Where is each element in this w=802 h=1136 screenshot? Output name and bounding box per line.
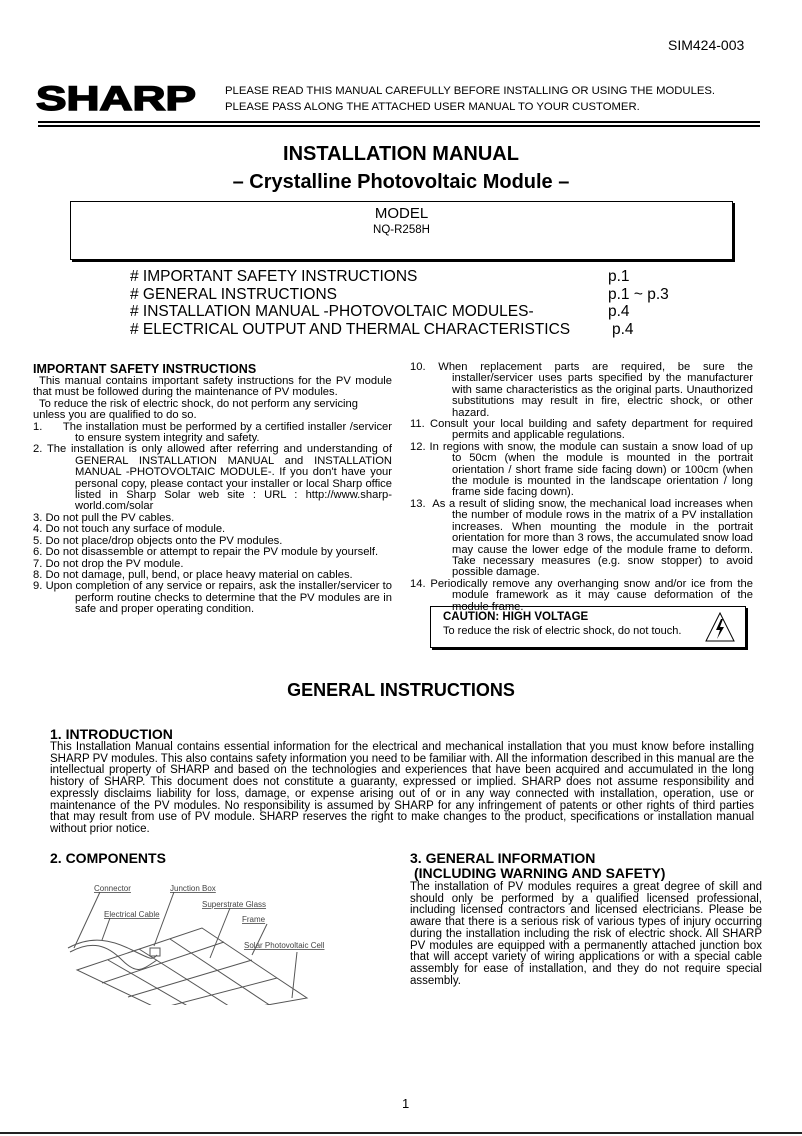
safety-heading: IMPORTANT SAFETY INSTRUCTIONS (33, 362, 257, 376)
header-divider (38, 121, 760, 127)
safety-right-column (410, 362, 753, 613)
document-id: SIM424-003 (668, 37, 745, 53)
safety-left-column (33, 363, 392, 616)
general-information-text: The installation of PV modules requires a great degree of skill and should only be performed by a qualified licensed professional, including licensed contractors and licensed electricians. Please be aware that there is a serious risk of various types of injury occurring during the installation including the risk of electric shock. All SHARP PV modules are equipped with a permanently attached junction box that will accept variety of wiring applications or with a special cable assembly for ease of installation, and they do not require special assembly. (410, 881, 762, 987)
safety-item: 8. Do not damage, pull, bend, or place heavy material on cables. (33, 568, 353, 581)
component-label: Electrical Cable (104, 910, 160, 919)
introduction-text: This Installation Manual contains essential information for the electrical and mechanical installation that you must know before installing SHARP PV modules. This also contains safety information you need to be familiar with. All the information described in this manual are the intellectual property of SHARP and based on the technologies and experiences that have been acquired and accumulated in the long history of SHARP. This document does not constitute a guaranty, expressed or implied. SHARP does not assume responsibility and expressly disclaims liability for loss, damage, or expense arising out of or in any way connected with installation, operation, use or maintenance of the PV modules. No responsibility is assumed by SHARP for any infringement of patents or other rights of third parties that may result from use of PV module. SHARP reserves the right to make changes to the product, specifications or installation manual without prior notice. (50, 741, 754, 835)
toc-title: # IMPORTANT SAFETY INSTRUCTIONS (130, 268, 418, 285)
component-label: Connector (94, 884, 131, 893)
component-label: Frame (242, 915, 266, 924)
caution-text: To reduce the risk of electric shock, do not touch. (443, 625, 682, 637)
toc-item (130, 321, 650, 339)
safety-item: 12. In regions with snow, the module can sustain a snow load of up to 50cm (when the module is mounted in the portrait orientation / short frame side facing down) or 100cm (when the module is mounted in the landscape orientation / long frame side facing down). (410, 440, 753, 499)
pv-module-diagram (62, 880, 352, 1005)
safety-item: 11. Consult your local building and safety department for required permits and applicable regulations. (410, 418, 753, 442)
page-number: 1 (402, 1096, 410, 1111)
toc-page: p.4 (612, 321, 634, 339)
toc-item (130, 303, 650, 321)
safety-intro: This manual contains important safety instructions for the PV module that must be followed during the maintenance of PV modules. (33, 375, 392, 399)
safety-item: 6. Do not disassemble or attempt to repair the PV module by yourself. (33, 546, 379, 559)
model-label: MODEL (374, 205, 429, 222)
high-voltage-warning-icon (705, 611, 735, 643)
component-label: Solar Photovoltaic Cell (244, 941, 325, 950)
model-box (70, 201, 733, 260)
toc-title: # ELECTRICAL OUTPUT AND THERMAL CHARACTERISTICS (130, 321, 571, 339)
toc-page: p.1 ~ p.3 (608, 285, 669, 303)
safety-item: 13. As a result of sliding snow, the mechanical load increases when the number of module rows in the matrix of a PV installation increases. When mounting the module in the portrait orientation for more than 3 rows, the accumulated snow load may cause the lower edge of the module frame to deform. Take necessary measures (e.g. snow stopper) to avoid possible damage. (410, 497, 753, 579)
model-value: NQ-R258H (373, 224, 430, 236)
safety-item: 4. Do not touch any surface of module. (33, 523, 226, 536)
component-label: Junction Box (170, 884, 216, 893)
caution-box (430, 606, 746, 648)
safety-item: 5. Do not place/drop objects onto the PV modules. (33, 534, 283, 547)
safety-item: 2. The installation is only allowed after referring and understanding of GENERAL INSTALLATION MANUAL and INSTALLATION MANUAL -PHOTOVOLTAIC MODULE-. If you don't have your personal copy, please contact your installer or local Sharp office listed in Sharp Solar web site : URL : http://www.sharp-world.com/solar (33, 443, 392, 513)
safety-item: 7. Do not drop the PV module. (33, 557, 184, 570)
toc-title: # GENERAL INSTRUCTIONS (130, 285, 337, 303)
notice-line: PLEASE PASS ALONG THE ATTACHED USER MANUAL TO YOUR CUSTOMER. (225, 101, 640, 113)
toc-title: # INSTALLATION MANUAL -PHOTOVOLTAIC MODULES- (130, 303, 534, 321)
safety-item: 14. Periodically remove any overhanging snow and/or ice from the module framework as it may cause deformation of the module frame. (410, 577, 753, 613)
component-label: Superstrate Glass (202, 900, 267, 909)
toc-item (130, 285, 669, 304)
page-title: INSTALLATION MANUAL (283, 143, 519, 165)
safety-item: 3. Do not pull the PV cables. (33, 511, 175, 524)
general-instructions-heading: GENERAL INSTRUCTIONS (287, 680, 515, 700)
page-subtitle: – Crystalline Photovoltaic Module – (232, 171, 570, 193)
toc-page: p.4 (608, 303, 630, 321)
safety-item: 1. The installation must be performed by a certified installer /servicer to ensure system integrity and safety. (33, 420, 392, 445)
page-bottom-rule (0, 1132, 802, 1134)
safety-intro: To reduce the risk of electric shock, do not perform any servicing unless you are qualified to do so. (33, 397, 358, 422)
caution-title: CAUTION: HIGH VOLTAGE (443, 611, 589, 623)
introduction-heading: 1. INTRODUCTION (50, 726, 173, 742)
table-of-contents (130, 268, 669, 339)
svg-text:SHARP: SHARP (36, 80, 196, 116)
sharp-logo (34, 80, 199, 116)
safety-item: 10. When replacement parts are required, be sure the installer/servicer uses parts specified by the manufacturer with same characteristics as the original parts. Unauthorized substitutions may result in fire, electric shock, or other hazard. (410, 361, 753, 419)
general-information-heading: 3. GENERAL INFORMATION (410, 850, 596, 866)
general-information-subheading: (INCLUDING WARNING AND SAFETY) (414, 865, 666, 881)
notice-line: PLEASE READ THIS MANUAL CAREFULLY BEFORE INSTALLING OR USING THE MODULES. (225, 85, 716, 97)
notice (225, 83, 715, 115)
toc-page: p.1 (608, 268, 630, 285)
safety-item: 9. Upon completion of any service or repairs, ask the installer/servicer to perform routine checks to determine that the PV modules are in safe and proper operating condition. (33, 580, 392, 616)
components-heading: 2. COMPONENTS (50, 850, 166, 866)
toc-item (130, 268, 650, 286)
